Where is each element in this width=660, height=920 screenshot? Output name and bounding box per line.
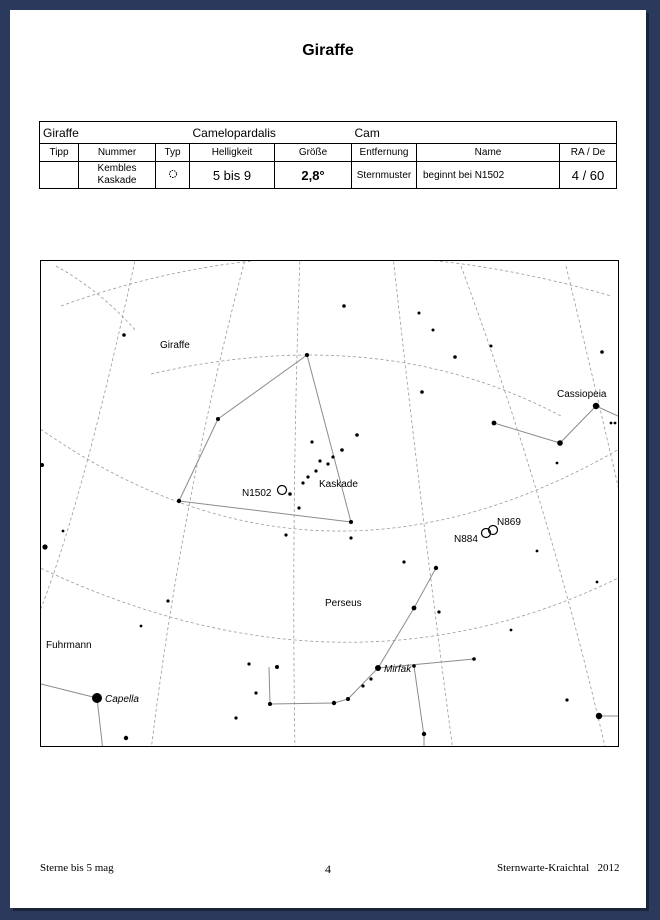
star xyxy=(434,566,438,570)
auriga-figure xyxy=(41,684,97,698)
star xyxy=(420,390,424,394)
star xyxy=(254,691,257,694)
star xyxy=(472,657,476,661)
star-chart-svg xyxy=(41,261,618,746)
label-mirfak: Mirfak xyxy=(384,664,412,675)
star xyxy=(305,353,309,357)
constellation-info-table xyxy=(39,121,617,189)
stars xyxy=(41,304,616,740)
star xyxy=(42,544,47,549)
col-helligkeit: Helligkeit xyxy=(190,144,275,162)
table-header-row xyxy=(40,122,617,144)
abbreviation: Cam xyxy=(352,122,617,144)
footer-left: Sterne bis 5 mag xyxy=(40,862,114,874)
star xyxy=(297,506,300,509)
star xyxy=(557,440,563,446)
col-tipp: Tipp xyxy=(40,144,79,162)
label-giraffe: Giraffe xyxy=(160,340,190,351)
star xyxy=(536,550,539,553)
star xyxy=(492,421,497,426)
label-perseus: Perseus xyxy=(325,598,362,609)
footer-right: Sternwarte-Kraichtal 2012 xyxy=(497,862,620,874)
star xyxy=(318,459,321,462)
star xyxy=(166,599,169,602)
col-nummer: Nummer xyxy=(79,144,156,162)
star xyxy=(600,350,604,354)
star xyxy=(247,662,250,665)
star xyxy=(596,581,599,584)
ra-line xyxy=(461,266,606,746)
auriga-figure xyxy=(97,698,103,746)
cell-ra-de: 4 / 60 xyxy=(560,162,617,189)
star xyxy=(301,481,304,484)
declination-circle xyxy=(151,355,561,416)
label-n1502: N1502 xyxy=(242,488,272,499)
star xyxy=(314,469,317,472)
star xyxy=(593,403,599,409)
star xyxy=(124,736,128,740)
star xyxy=(437,610,440,613)
ra-line xyxy=(294,261,300,746)
star xyxy=(331,455,334,458)
star xyxy=(275,665,279,669)
star xyxy=(510,629,513,632)
cell-name: beginnt bei N1502 xyxy=(417,162,560,189)
star xyxy=(288,492,292,496)
star xyxy=(349,520,353,524)
star xyxy=(268,702,272,706)
label-fuhrmann: Fuhrmann xyxy=(46,640,92,651)
table-row xyxy=(40,162,617,189)
col-name: Name xyxy=(417,144,560,162)
star xyxy=(556,462,559,465)
document-page xyxy=(10,10,646,908)
star xyxy=(346,697,350,701)
star-chart xyxy=(40,260,619,747)
star xyxy=(361,684,364,687)
nummer-line2: Kaskade xyxy=(97,175,137,186)
star xyxy=(402,560,405,563)
star xyxy=(342,304,346,308)
star xyxy=(122,333,126,337)
star-capella xyxy=(92,693,102,703)
coordinate-grid xyxy=(41,261,618,746)
cell-tipp xyxy=(40,162,79,189)
ra-line xyxy=(41,261,136,621)
star xyxy=(412,664,416,668)
star xyxy=(418,312,421,315)
n1502-marker xyxy=(278,486,287,495)
star xyxy=(340,448,344,452)
star xyxy=(41,463,44,467)
nummer-line1: Kembles xyxy=(97,163,137,174)
star xyxy=(332,701,336,705)
giraffe-figure xyxy=(307,355,351,522)
constellation-lines xyxy=(41,355,618,746)
star xyxy=(140,625,143,628)
cassiopeia-figure xyxy=(494,406,618,443)
star xyxy=(355,433,359,437)
star xyxy=(62,530,65,533)
star xyxy=(326,462,329,465)
star xyxy=(422,732,426,736)
star xyxy=(614,422,617,425)
label-capella: Capella xyxy=(105,694,139,705)
star xyxy=(432,329,435,332)
chart-labels xyxy=(46,340,607,705)
ra-line xyxy=(56,266,136,331)
col-groesse: Größe xyxy=(275,144,352,162)
label-kaskade: Kaskade xyxy=(319,479,358,490)
cell-entfernung: Sternmuster xyxy=(352,162,417,189)
star xyxy=(610,422,613,425)
deep-sky-objects xyxy=(278,486,498,538)
star xyxy=(284,533,287,536)
label-n869: N869 xyxy=(497,517,521,528)
star xyxy=(565,698,568,701)
open-cluster-icon xyxy=(167,168,179,180)
german-name: Giraffe xyxy=(40,122,190,144)
star xyxy=(234,716,237,719)
latin-name: Camelopardalis xyxy=(190,122,352,144)
footer-page-number: 4 xyxy=(325,862,331,876)
star xyxy=(306,475,309,478)
star xyxy=(177,499,181,503)
label-n884: N884 xyxy=(454,534,478,545)
star xyxy=(596,713,602,719)
star xyxy=(375,665,381,671)
star xyxy=(349,536,352,539)
cell-helligkeit: 5 bis 9 xyxy=(190,162,275,189)
star xyxy=(412,606,417,611)
col-ra-de: RA / De xyxy=(560,144,617,162)
star xyxy=(369,677,372,680)
col-entfernung: Entfernung xyxy=(352,144,417,162)
star xyxy=(216,417,220,421)
label-cassiopeia: Cassiopeia xyxy=(557,389,607,400)
star xyxy=(453,355,457,359)
column-header-row xyxy=(40,144,617,162)
star xyxy=(310,440,313,443)
col-typ: Typ xyxy=(156,144,190,162)
cell-nummer xyxy=(79,162,156,189)
cell-typ xyxy=(156,162,190,189)
star xyxy=(490,345,493,348)
page-title: Giraffe xyxy=(302,42,354,59)
cell-groesse: 2,8° xyxy=(275,162,352,189)
declination-circle xyxy=(61,261,611,306)
